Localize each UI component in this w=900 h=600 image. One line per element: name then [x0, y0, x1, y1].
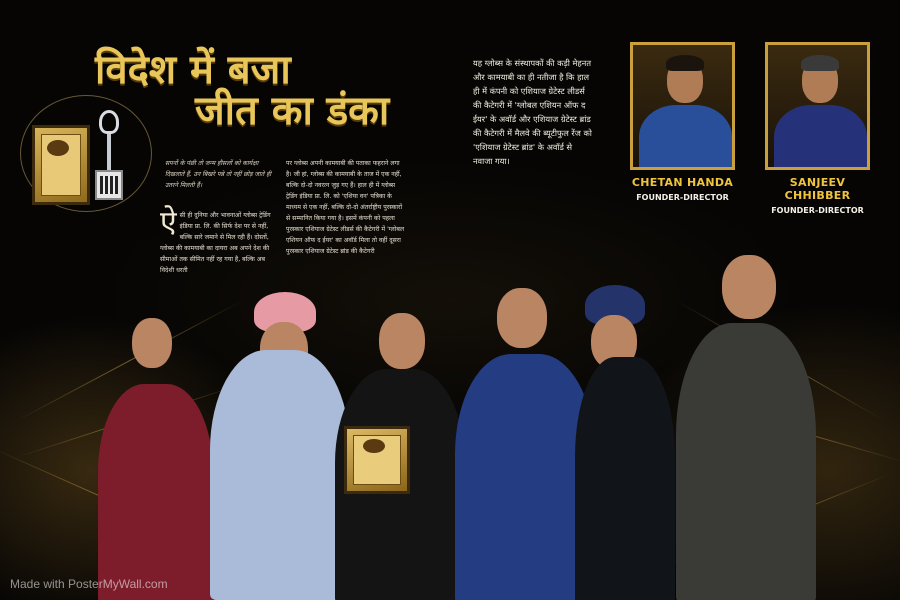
article-column-1: [160, 205, 278, 276]
founder-name: CHETAN HANDA: [631, 176, 734, 189]
founder-name: SANJEEV CHHIBBER: [784, 176, 851, 202]
founder-card-chetan: [630, 42, 735, 202]
award-plaque-image: [32, 125, 90, 205]
headline-line-1: विदेश में बजा: [95, 46, 291, 93]
headline: [95, 46, 435, 134]
founder-role: FOUNDER-DIRECTOR: [771, 206, 864, 215]
article-intro: सपनों के पंछी तो जन्म हौसलों को कार्यक्षा दिखलाते हैं, उन बिखरे पन्ने तो नहीं छोड़ जाते ही उतरने मिलती हैं।: [165, 160, 272, 189]
founder-role: FOUNDER-DIRECTOR: [636, 193, 729, 202]
founder-card-sanjeev: [765, 42, 870, 215]
award-plaque-held: [344, 426, 410, 494]
article-column-1-text: सी ही दुनिया और भावनाओं ग्लोब्स ट्रेडिंग इंडिया प्रा. लि. की सिर्फ देश पर से नहीं, बल्कि सारे जमाने से मिल रही हैं। दोस्तों, ग्लोब्स की कामयाबी का दायरा अब अपने देश की सीमाओं तक सीमित नहीं रह गया है, बल्कि अब विदेशी धरती: [160, 212, 271, 274]
article-column-2: पर ग्लोब्स अपनी कामयाबी की पताका फहराने लगा है। जी हां, ग्लोब्स की कामयाबी के ताज में एक नहीं, बल्कि दो-दो नवरत्न जुड़ गए हैं। हाल ही में ग्लोब्स ट्रेडिंग इंडिया प्रा. लि. को 'एशिया वन' पत्रिका के माध्यम से एक नहीं, बल्कि दो-दो अंतर्राष्ट्रीय पुरस्कारों से सम्मानित किया गया है। इसमें कंपनी को पहला पुरस्कार एशियाज ग्रेटेस्ट लीडर्स की कैटेगरी में 'ग्लोबल एशियन ऑफ द ईयर' का अवॉर्ड मिला तो वहीं दूसरा पुरस्कार एशियाज ग्रेटेस्ट ब्रांड की कैटेगरी: [286, 160, 405, 255]
article-right-column: यह ग्लोब्स के संस्थापकों की कड़ी मेहनत और कामयाबी का ही नतीजा है कि हाल ही में कंपनी को एशियाज ग्रेटेस्ट लीडर्स की कैटेगरी में 'ग्लोबल एशियन ऑफ द ईयर' के अवॉर्ड और एशियाज ग्रेटेस्ट ब्रांड की कैटेगरी में मैलवे की ब्यूटीफुल रेंज को 'एशियाज ग्रेटेस्ट ब्रांड' के अवॉर्ड से नवाजा गया।: [473, 58, 592, 166]
founder-photo: [630, 42, 735, 170]
watermark: Made with PosterMyWall.com: [10, 577, 168, 591]
drop-cap: ऐ: [160, 205, 177, 240]
founder-photo: [765, 42, 870, 170]
headline-line-2: जीत का डंका: [195, 86, 390, 134]
